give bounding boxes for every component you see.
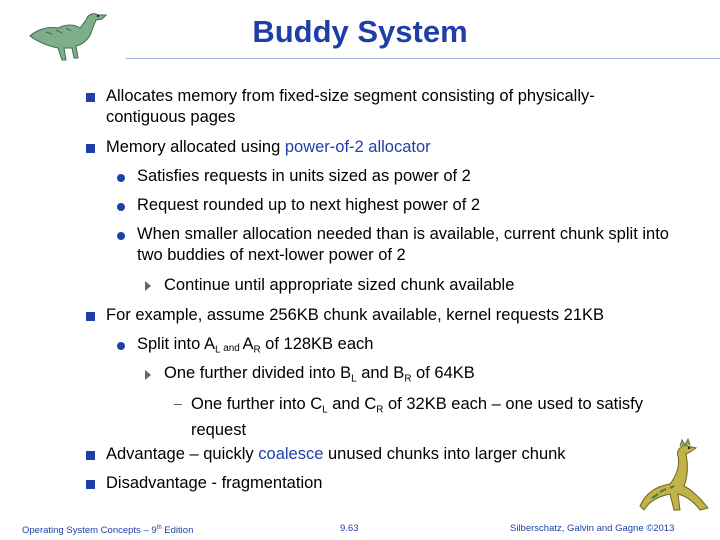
title-divider — [126, 58, 720, 59]
sub-bullet-rounded: Request rounded up to next highest power of 2 — [137, 196, 481, 214]
slide-title: Buddy System — [252, 14, 468, 49]
bullet-example: For example, assume 256KB chunk available, kernel requests 21KB — [106, 306, 605, 324]
dash-bullet-icon — [174, 404, 182, 405]
sub-sub-bullet-continue: Continue until appropriate sized chunk available — [164, 276, 515, 294]
square-bullet-icon — [86, 312, 95, 321]
square-bullet-icon — [86, 451, 95, 460]
square-bullet-icon — [86, 144, 95, 153]
footer-page-number: 9.63 — [340, 523, 359, 534]
dot-bullet-icon — [117, 174, 125, 182]
triangle-bullet-icon — [145, 370, 151, 380]
dinosaur-mascot-icon — [630, 436, 716, 518]
dot-bullet-icon — [117, 203, 125, 211]
bullet-allocates: Allocates memory from fixed-size segment consisting of physically-contiguous pages — [106, 87, 595, 126]
level4-bullet-c: One further into $C_L$ and $C_R$ of 32KB each – one used to satisfy request — [191, 395, 644, 440]
highlight-coalesce: coalesce — [258, 445, 324, 463]
bullet-advantage: Advantage – quickly coalesce unused chunks into larger chunk — [106, 445, 566, 463]
square-bullet-icon — [86, 480, 95, 489]
highlight-power-of-2: power-of-2 allocator — [284, 138, 431, 156]
sub-bullet-satisfies: Satisfies requests in units sized as power of 2 — [137, 167, 471, 185]
bullet-disadvantage: Disadvantage - fragmentation — [106, 474, 323, 492]
sub-bullet-split: When smaller allocation needed than is available, current chunk split into two buddies of next-lower power of 2 — [137, 225, 669, 264]
square-bullet-icon — [86, 93, 95, 102]
dot-bullet-icon — [117, 232, 125, 240]
footer-copyright: Silberschatz, Galvin and Gagne ©2013 — [510, 523, 675, 534]
bullet-memory-allocated — [106, 137, 706, 158]
triangle-bullet-icon — [145, 281, 151, 291]
footer-book-title: Operating System Concepts – 9th Edition — [22, 524, 194, 536]
sub-sub-bullet-divided-b: One further divided into $B_L$ and $B_R$ of 64KB — [164, 364, 475, 385]
sub-bullet-split-a: Split into $A_L$ and $A_R$ of 128KB each — [137, 335, 374, 356]
bullet-text: Memory allocated using — [106, 138, 285, 156]
dot-bullet-icon — [117, 342, 125, 350]
